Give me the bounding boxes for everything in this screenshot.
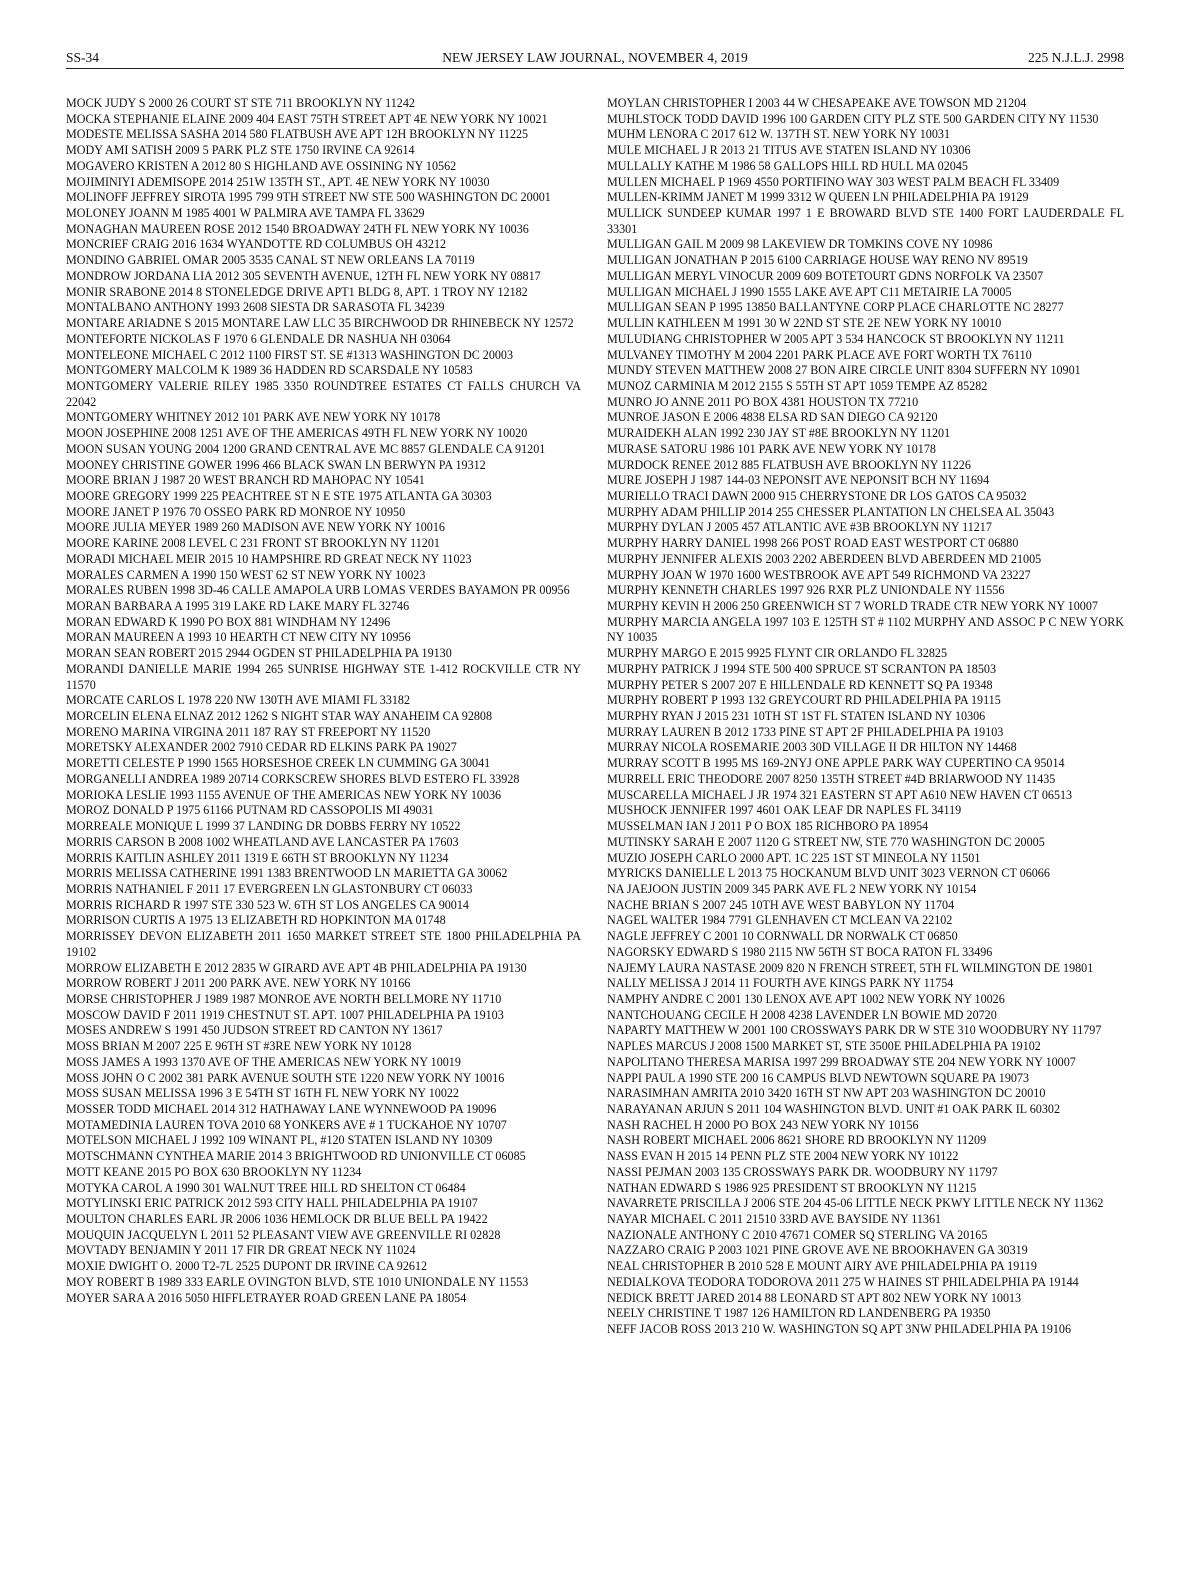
attorney-entry: MOROZ DONALD P 1975 61166 PUTNAM RD CASSOPOLIS MI 49031 xyxy=(66,803,434,818)
attorney-entry: MORROW ROBERT J 2011 200 PARK AVE. NEW YORK NY 10166 xyxy=(66,976,411,991)
citation: 225 N.J.L.J. 2998 xyxy=(1027,50,1124,65)
attorney-entry: NEFF JACOB ROSS 2013 210 W. WASHINGTON SQ APT 3NW PHILADELPHIA PA 19106 xyxy=(607,1322,1072,1337)
attorney-entry: MOULTON CHARLES EARL JR 2006 1036 HEMLOCK DR BLUE BELL PA 19422 xyxy=(66,1212,488,1227)
attorney-entry: NAGLE JEFFREY C 2001 10 CORNWALL DR NORWALK CT 06850 xyxy=(607,929,958,944)
attorney-entry: MONTGOMERY WHITNEY 2012 101 PARK AVE NEW YORK NY 10178 xyxy=(66,410,441,425)
attorney-entry: MULVANEY TIMOTHY M 2004 2201 PARK PLACE AVE FORT WORTH TX 76110 xyxy=(607,347,1032,362)
attorney-entry: NATHAN EDWARD S 1986 925 PRESIDENT ST BROOKLYN NY 11215 xyxy=(607,1180,977,1195)
attorney-entry: MORCATE CARLOS L 1978 220 NW 130TH AVE MIAMI FL 33182 xyxy=(66,693,411,708)
attorney-entry: MUZIO JOSEPH CARLO 2000 APT. 1C 225 1ST ST MINEOLA NY 11501 xyxy=(607,850,981,865)
attorney-entry: MORRIS NATHANIEL F 2011 17 EVERGREEN LN GLASTONBURY CT 06033 xyxy=(66,881,473,896)
attorney-entry: NANTCHOUANG CECILE H 2008 4238 LAVENDER LN BOWIE MD 20720 xyxy=(607,1007,997,1022)
attorney-entry: NAVARRETE PRISCILLA J 2006 STE 204 45-06 LITTLE NECK PKWY LITTLE NECK NY 11362 xyxy=(607,1196,1104,1211)
attorney-entry: NEAL CHRISTOPHER B 2010 528 E MOUNT AIRY AVE PHILADELPHIA PA 19119 xyxy=(607,1259,1037,1274)
attorney-entry: MONAGHAN MAUREEN ROSE 2012 1540 BROADWAY 24TH FL NEW YORK NY 10036 xyxy=(66,221,529,236)
attorney-entry: NAZIONALE ANTHONY C 2010 47671 COMER SQ STERLING VA 20165 xyxy=(607,1227,988,1242)
attorney-entry: MURRAY NICOLA ROSEMARIE 2003 30D VILLAGE II DR HILTON NY 14468 xyxy=(607,740,1017,755)
attorney-entry: MOLONEY JOANN M 1985 4001 W PALMIRA AVE TAMPA FL 33629 xyxy=(66,206,425,221)
attorney-entry: MULLALLY KATHE M 1986 58 GALLOPS HILL RD HULL MA 02045 xyxy=(607,158,968,173)
attorney-entry: MURAIDEKH ALAN 1992 230 JAY ST #8E BROOKLYN NY 11201 xyxy=(607,426,951,441)
attorney-entry: MURPHY KENNETH CHARLES 1997 926 RXR PLZ UNIONDALE NY 11556 xyxy=(607,583,1005,598)
attorney-entry: MOORE KARINE 2008 LEVEL C 231 FRONT ST BROOKLYN NY 11201 xyxy=(66,536,440,551)
attorney-entry: MOONEY CHRISTINE GOWER 1996 466 BLACK SWAN LN BERWYN PA 19312 xyxy=(66,457,486,472)
attorney-entry: MULLEN MICHAEL P 1969 4550 PORTIFINO WAY 303 WEST PALM BEACH FL 33409 xyxy=(607,174,1060,189)
attorney-entry: MOTYLINSKI ERIC PATRICK 2012 593 CITY HALL PHILADELPHIA PA 19107 xyxy=(66,1196,478,1211)
attorney-entry: MURPHY MARGO E 2015 9925 FLYNT CIR ORLANDO FL 32825 xyxy=(607,646,948,661)
attorney-entry: NARASIMHAN AMRITA 2010 3420 16TH ST NW APT 203 WASHINGTON DC 20010 xyxy=(607,1086,1046,1101)
attorney-entry: MORCELIN ELENA ELNAZ 2012 1262 S NIGHT STAR WAY ANAHEIM CA 92808 xyxy=(66,709,493,724)
attorney-entry: MONTGOMERY MALCOLM K 1989 36 HADDEN RD SCARSDALE NY 10583 xyxy=(66,363,473,378)
attorney-entry: NAMPHY ANDRE C 2001 130 LENOX AVE APT 1002 NEW YORK NY 10026 xyxy=(607,991,1005,1006)
attorney-entry: MORRIS MELISSA CATHERINE 1991 1383 BRENTWOOD LN MARIETTA GA 30062 xyxy=(66,866,508,881)
attorney-entry: MUHLSTOCK TODD DAVID 1996 100 GARDEN CITY PLZ STE 500 GARDEN CITY NY 11530 xyxy=(607,111,1099,126)
attorney-entry: MURDOCK RENEE 2012 885 FLATBUSH AVE BROOKLYN NY 11226 xyxy=(607,457,971,472)
attorney-entry: MORALES RUBEN 1998 3D-46 CALLE AMAPOLA URB LOMAS VERDES BAYAMON PR 00956 xyxy=(66,583,570,598)
attorney-entry: MULUDIANG CHRISTOPHER W 2005 APT 3 534 HANCOCK ST BROOKLYN NY 11211 xyxy=(607,331,1065,346)
attorney-entry: MURPHY RYAN J 2015 231 10TH ST 1ST FL STATEN ISLAND NY 10306 xyxy=(607,709,986,724)
attorney-entry: NACHE BRIAN S 2007 245 10TH AVE WEST BABYLON NY 11704 xyxy=(607,897,955,912)
attorney-entry: MUTINSKY SARAH E 2007 1120 G STREET NW, STE 770 WASHINGTON DC 20005 xyxy=(607,834,1045,849)
attorney-entry: MUNOZ CARMINIA M 2012 2155 S 55TH ST APT 1059 TEMPE AZ 85282 xyxy=(607,378,988,393)
attorney-entry: MOORE GREGORY 1999 225 PEACHTREE ST N E STE 1975 ATLANTA GA 30303 xyxy=(66,488,492,503)
attorney-entry: MULE MICHAEL J R 2013 21 TITUS AVE STATEN ISLAND NY 10306 xyxy=(607,143,971,158)
attorney-entry: MORALES CARMEN A 1990 150 WEST 62 ST NEW YORK NY 10023 xyxy=(66,567,426,582)
attorney-entry: MOYER SARA A 2016 5050 HIFFLETRAYER ROAD GREEN LANE PA 18054 xyxy=(66,1290,467,1305)
attorney-entry: MUSSELMAN IAN J 2011 P O BOX 185 RICHBORO PA 18954 xyxy=(607,819,929,834)
attorney-entry: NAZZARO CRAIG P 2003 1021 PINE GROVE AVE NE BROOKHAVEN GA 30319 xyxy=(607,1243,1028,1258)
attorney-entry: MONTGOMERY VALERIE RILEY 1985 3350 ROUNDTREE ESTATES CT FALLS CHURCH VA 22042 xyxy=(66,378,581,409)
attorney-entry: MOUQUIN JACQUELYN L 2011 52 PLEASANT VIEW AVE GREENVILLE RI 02828 xyxy=(66,1227,501,1242)
attorney-entry: MORAN EDWARD K 1990 PO BOX 881 WINDHAM NY 12496 xyxy=(66,614,391,629)
attorney-entry: MOSCOW DAVID F 2011 1919 CHESTNUT ST. APT. 1007 PHILADELPHIA PA 19103 xyxy=(66,1007,504,1022)
attorney-entry: MOON JOSEPHINE 2008 1251 AVE OF THE AMERICAS 49TH FL NEW YORK NY 10020 xyxy=(66,426,528,441)
attorney-entry: NAPLES MARCUS J 2008 1500 MARKET ST, STE 3500E PHILADELPHIA PA 19102 xyxy=(607,1039,1041,1054)
attorney-entry: MURE JOSEPH J 1987 144-03 NEPONSIT AVE NEPONSIT BCH NY 11694 xyxy=(607,473,990,488)
attorney-entry: MOGAVERO KRISTEN A 2012 80 S HIGHLAND AVE OSSINING NY 10562 xyxy=(66,158,457,173)
attorney-entry: MURPHY MARCIA ANGELA 1997 103 E 125TH ST # 1102 MURPHY AND ASSOC P C NEW YORK NY 10035 xyxy=(607,614,1124,645)
attorney-entry: MOORE JANET P 1976 70 OSSEO PARK RD MONROE NY 10950 xyxy=(66,504,406,519)
right-column xyxy=(607,96,1124,1338)
attorney-entry: MOSS BRIAN M 2007 225 E 96TH ST #3RE NEW YORK NY 10128 xyxy=(66,1039,412,1054)
attorney-entry: MORRIS RICHARD R 1997 STE 330 523 W. 6TH ST LOS ANGELES CA 90014 xyxy=(66,897,469,912)
attorney-entry: NASSI PEJMAN 2003 135 CROSSWAYS PARK DR. WOODBURY NY 11797 xyxy=(607,1164,998,1179)
attorney-entry: MORIOKA LESLIE 1993 1155 AVENUE OF THE AMERICAS NEW YORK NY 10036 xyxy=(66,787,502,802)
attorney-entry: MURPHY JENNIFER ALEXIS 2003 2202 ABERDEEN BLVD ABERDEEN MD 21005 xyxy=(607,551,1042,566)
attorney-entry: NEELY CHRISTINE T 1987 126 HAMILTON RD LANDENBERG PA 19350 xyxy=(607,1306,991,1321)
attorney-entry: MONCRIEF CRAIG 2016 1634 WYANDOTTE RD COLUMBUS OH 43212 xyxy=(66,237,447,252)
attorney-entry: MOTYKA CAROL A 1990 301 WALNUT TREE HILL RD SHELTON CT 06484 xyxy=(66,1180,466,1195)
attorney-entry: MOVTADY BENJAMIN Y 2011 17 FIR DR GREAT NECK NY 11024 xyxy=(66,1243,416,1258)
attorney-entry: MOORE BRIAN J 1987 20 WEST BRANCH RD MAHOPAC NY 10541 xyxy=(66,473,425,488)
attorney-entry: MURIELLO TRACI DAWN 2000 915 CHERRYSTONE DR LOS GATOS CA 95032 xyxy=(607,488,1027,503)
attorney-entry: MURASE SATORU 1986 101 PARK AVE NEW YORK NY 10178 xyxy=(607,441,936,456)
attorney-entry: MORAN SEAN ROBERT 2015 2944 OGDEN ST PHILADELPHIA PA 19130 xyxy=(66,646,452,661)
attorney-entry: NEDIALKOVA TEODORA TODOROVA 2011 275 W HAINES ST PHILADELPHIA PA 19144 xyxy=(607,1274,1079,1289)
attorney-entry: MOSES ANDREW S 1991 450 JUDSON STREET RD CANTON NY 13617 xyxy=(66,1023,443,1038)
attorney-entry: MUSCARELLA MICHAEL J JR 1974 321 EASTERN ST APT A610 NEW HAVEN CT 06513 xyxy=(607,787,1073,802)
attorney-entry: MURPHY KEVIN H 2006 250 GREENWICH ST 7 WORLD TRADE CTR NEW YORK NY 10007 xyxy=(607,599,1098,613)
attorney-entry: MULLICK SUNDEEP KUMAR 1997 1 E BROWARD BLVD STE 1400 FORT LAUDERDALE FL 33301 xyxy=(607,206,1124,236)
attorney-entry: MOCKA STEPHANIE ELAINE 2009 404 EAST 75TH STREET APT 4E NEW YORK NY 10021 xyxy=(66,111,548,126)
attorney-entry: MORAN BARBARA A 1995 319 LAKE RD LAKE MARY FL 32746 xyxy=(66,599,410,613)
attorney-entry: MONDINO GABRIEL OMAR 2005 3535 CANAL ST NEW ORLEANS LA 70119 xyxy=(66,253,475,268)
attorney-entry: NASH ROBERT MICHAEL 2006 8621 SHORE RD BROOKLYN NY 11209 xyxy=(607,1133,987,1148)
attorney-entry: MODY AMI SATISH 2009 5 PARK PLZ STE 1750 IRVINE CA 92614 xyxy=(66,143,415,158)
attorney-entry: MORENO MARINA VIRGINA 2011 187 RAY ST FREEPORT NY 11520 xyxy=(66,724,431,739)
attorney-entry: MURPHY PETER S 2007 207 E HILLENDALE RD KENNETT SQ PA 19348 xyxy=(607,677,993,692)
attorney-entry: NAPPI PAUL A 1990 STE 200 16 CAMPUS BLVD NEWTOWN SQUARE PA 19073 xyxy=(607,1070,1030,1085)
attorney-entry: NAJEMY LAURA NASTASE 2009 820 N FRENCH STREET, 5TH FL WILMINGTON DE 19801 xyxy=(607,960,1094,975)
attorney-entry: NASS EVAN H 2015 14 PENN PLZ STE 2004 NEW YORK NY 10122 xyxy=(607,1149,959,1164)
attorney-entry: MORANDI DANIELLE MARIE 1994 265 SUNRISE HIGHWAY STE 1-412 ROCKVILLE CTR NY 11570 xyxy=(66,661,581,692)
attorney-entry: MORRISON CURTIS A 1975 13 ELIZABETH RD HOPKINTON MA 01748 xyxy=(66,913,446,928)
attorney-entry: MUHM LENORA C 2017 612 W. 137TH ST. NEW YORK NY 10031 xyxy=(607,127,950,142)
attorney-entry: NA JAEJOON JUSTIN 2009 345 PARK AVE FL 2 NEW YORK NY 10154 xyxy=(607,881,977,896)
attorney-entry: NALLY MELISSA J 2014 11 FOURTH AVE KINGS PARK NY 11754 xyxy=(607,976,954,991)
attorney-entry: MORRIS CARSON B 2008 1002 WHEATLAND AVE LANCASTER PA 17603 xyxy=(66,834,459,849)
attorney-entry: MORREALE MONIQUE L 1999 37 LANDING DR DOBBS FERRY NY 10522 xyxy=(66,819,461,834)
attorney-entry: MODESTE MELISSA SASHA 2014 580 FLATBUSH AVE APT 12H BROOKLYN NY 11225 xyxy=(66,127,529,142)
attorney-entry: MONTEFORTE NICKOLAS F 1970 6 GLENDALE DR NASHUA NH 03064 xyxy=(66,331,451,346)
attorney-entry: MOLINOFF JEFFREY SIROTA 1995 799 9TH STREET NW STE 500 WASHINGTON DC 20001 xyxy=(66,190,551,205)
attorney-entry: MORROW ELIZABETH E 2012 2835 W GIRARD AVE APT 4B PHILADELPHIA PA 19130 xyxy=(66,960,527,975)
page-code: SS-34 xyxy=(66,50,100,65)
attorney-entry: MULLIGAN GAIL M 2009 98 LAKEVIEW DR TOMKINS COVE NY 10986 xyxy=(607,237,993,252)
attorney-entry: MOTSCHMANN CYNTHEA MARIE 2014 3 BRIGHTWOOD RD UNIONVILLE CT 06085 xyxy=(66,1149,526,1164)
attorney-entry: MOXIE DWIGHT O. 2000 T2-7L 2525 DUPONT DR IRVINE CA 92612 xyxy=(66,1259,428,1274)
attorney-entry: MURPHY JOAN W 1970 1600 WESTBROOK AVE APT 549 RICHMOND VA 23227 xyxy=(607,567,1031,582)
attorney-entry: MOORE JULIA MEYER 1989 260 MADISON AVE NEW YORK NY 10016 xyxy=(66,520,445,535)
attorney-entry: MURPHY PATRICK J 1994 STE 500 400 SPRUCE ST SCRANTON PA 18503 xyxy=(607,661,996,676)
attorney-entry: MUNRO JO ANNE 2011 PO BOX 4381 HOUSTON TX 77210 xyxy=(607,394,919,409)
attorney-entry: MOSS JOHN O C 2002 381 PARK AVENUE SOUTH STE 1220 NEW YORK NY 10016 xyxy=(66,1070,505,1085)
attorney-entry: MOTT KEANE 2015 PO BOX 630 BROOKLYN NY 11234 xyxy=(66,1164,362,1179)
attorney-entry: MORAN MAUREEN A 1993 10 HEARTH CT NEW CITY NY 10956 xyxy=(66,630,411,645)
attorney-entry: MONTARE ARIADNE S 2015 MONTARE LAW LLC 35 BIRCHWOOD DR RHINEBECK NY 12572 xyxy=(66,316,574,331)
attorney-entry: MURPHY DYLAN J 2005 457 ATLANTIC AVE #3B BROOKLYN NY 11217 xyxy=(607,520,992,535)
attorney-entry: MORETSKY ALEXANDER 2002 7910 CEDAR RD ELKINS PARK PA 19027 xyxy=(66,740,457,755)
attorney-entry: MUNDY STEVEN MATTHEW 2008 27 BON AIRE CIRCLE UNIT 8304 SUFFERN NY 10901 xyxy=(607,363,1081,378)
attorney-entry: MULLIGAN MERYL VINOCUR 2009 609 BOTETOURT GDNS NORFOLK VA 23507 xyxy=(607,268,1044,283)
attorney-entry: MULLIGAN JONATHAN P 2015 6100 CARRIAGE HOUSE WAY RENO NV 89519 xyxy=(607,253,1028,268)
attorney-entry: NEDICK BRETT JARED 2014 88 LEONARD ST APT 802 NEW YORK NY 10013 xyxy=(607,1290,1022,1305)
attorney-entry: MURPHY ADAM PHILLIP 2014 255 CHESSER PLANTATION LN CHELSEA AL 35043 xyxy=(607,504,1055,519)
attorney-entry: MULLEN-KRIMM JANET M 1999 3312 W QUEEN LN PHILADELPHIA PA 19129 xyxy=(607,190,1029,205)
attorney-entry: MOCK JUDY S 2000 26 COURT ST STE 711 BROOKLYN NY 11242 xyxy=(66,96,415,110)
attorney-entry: MORSE CHRISTOPHER J 1989 1987 MONROE AVE NORTH BELLMORE NY 11710 xyxy=(66,991,502,1006)
attorney-entry: MURPHY HARRY DANIEL 1998 266 POST ROAD EAST WESTPORT CT 06880 xyxy=(607,536,1019,551)
attorney-entry: MORRIS KAITLIN ASHLEY 2011 1319 E 66TH ST BROOKLYN NY 11234 xyxy=(66,850,449,865)
attorney-entry: MOY ROBERT B 1989 333 EARLE OVINGTON BLVD, STE 1010 UNIONDALE NY 11553 xyxy=(66,1274,529,1289)
attorney-entry: MULLIGAN MICHAEL J 1990 1555 LAKE AVE APT C11 METAIRIE LA 70005 xyxy=(607,284,1012,299)
attorney-entry: MOJIMINIYI ADEMISOPE 2014 251W 135TH ST., APT. 4E NEW YORK NY 10030 xyxy=(66,174,490,189)
attorney-entry: NAGEL WALTER 1984 7791 GLENHAVEN CT MCLEAN VA 22102 xyxy=(607,913,953,928)
attorney-entry: MORADI MICHAEL MEIR 2015 10 HAMPSHIRE RD GREAT NECK NY 11023 xyxy=(66,551,472,566)
attorney-entry: MULLIN KATHLEEN M 1991 30 W 22ND ST STE 2E NEW YORK NY 10010 xyxy=(607,316,1002,331)
attorney-entry: MORGANELLI ANDREA 1989 20714 CORKSCREW SHORES BLVD ESTERO FL 33928 xyxy=(66,771,520,786)
attorney-entry: MULLIGAN SEAN P 1995 13850 BALLANTYNE CORP PLACE CHARLOTTE NC 28277 xyxy=(607,300,1064,315)
attorney-entry: MURPHY ROBERT P 1993 132 GREYCOURT RD PHILADELPHIA PA 19115 xyxy=(607,693,1001,708)
attorney-entry: MONIR SRABONE 2014 8 STONELEDGE DRIVE APT1 BLDG 8, APT. 1 TROY NY 12182 xyxy=(66,284,528,299)
attorney-entry: NAPARTY MATTHEW W 2001 100 CROSSWAYS PARK DR W STE 310 WOODBURY NY 11797 xyxy=(607,1023,1102,1038)
attorney-entry: MOYLAN CHRISTOPHER I 2003 44 W CHESAPEAKE AVE TOWSON MD 21204 xyxy=(607,96,1027,110)
attorney-entry: MURRAY LAUREN B 2012 1733 PINE ST APT 2F PHILADELPHIA PA 19103 xyxy=(607,724,1004,739)
attorney-entry: MOSSER TODD MICHAEL 2014 312 HATHAWAY LANE WYNNEWOOD PA 19096 xyxy=(66,1102,497,1116)
attorney-entry: MUNROE JASON E 2006 4838 ELSA RD SAN DIEGO CA 92120 xyxy=(607,410,938,425)
attorney-entry: MOSS SUSAN MELISSA 1996 3 E 54TH ST 16TH FL NEW YORK NY 10022 xyxy=(66,1086,459,1101)
attorney-entry: MOSS JAMES A 1993 1370 AVE OF THE AMERICAS NEW YORK NY 10019 xyxy=(66,1054,461,1069)
attorney-entry: NARAYANAN ARJUN S 2011 104 WASHINGTON BLVD. UNIT #1 OAK PARK IL 60302 xyxy=(607,1102,1060,1116)
attorney-entry: MONDROW JORDANA LIA 2012 305 SEVENTH AVENUE, 12TH FL NEW YORK NY 08817 xyxy=(66,268,541,283)
left-column xyxy=(66,96,581,1306)
attorney-entry: MONTELEONE MICHAEL C 2012 1100 FIRST ST. SE #1313 WASHINGTON DC 20003 xyxy=(66,347,514,362)
attorney-entry: MOTELSON MICHAEL J 1992 109 WINANT PL, #120 STATEN ISLAND NY 10309 xyxy=(66,1133,493,1148)
attorney-entry: MUSHOCK JENNIFER 1997 4601 OAK LEAF DR NAPLES FL 34119 xyxy=(607,803,962,818)
attorney-entry: NAGORSKY EDWARD S 1980 2115 NW 56TH ST BOCA RATON FL 33496 xyxy=(607,944,993,959)
attorney-entry: MORRISSEY DEVON ELIZABETH 2011 1650 MARKET STREET STE 1800 PHILADELPHIA PA 19102 xyxy=(66,929,581,959)
attorney-entry: MONTALBANO ANTHONY 1993 2608 SIESTA DR SARASOTA FL 34239 xyxy=(66,300,445,315)
attorney-entry: NAYAR MICHAEL C 2011 21510 33RD AVE BAYSIDE NY 11361 xyxy=(607,1212,942,1227)
attorney-entry: NASH RACHEL H 2000 PO BOX 243 NEW YORK NY 10156 xyxy=(607,1117,919,1132)
page-header xyxy=(66,50,1124,69)
attorney-entry: MOTAMEDINIA LAUREN TOVA 2010 68 YONKERS AVE # 1 TUCKAHOE NY 10707 xyxy=(66,1117,507,1132)
attorney-entry: MYRICKS DANIELLE L 2013 75 HOCKANUM BLVD UNIT 3023 VERNON CT 06066 xyxy=(607,866,1050,881)
attorney-entry: MORETTI CELESTE P 1990 1565 HORSESHOE CREEK LN CUMMING GA 30041 xyxy=(66,756,491,771)
attorney-entry: NAPOLITANO THERESA MARISA 1997 299 BROADWAY STE 204 NEW YORK NY 10007 xyxy=(607,1054,1076,1069)
attorney-entry: MURRELL ERIC THEODORE 2007 8250 135TH STREET #4D BRIARWOOD NY 11435 xyxy=(607,771,1056,786)
publication-title: NEW JERSEY LAW JOURNAL, NOVEMBER 4, 2019 xyxy=(442,50,748,65)
attorney-entry: MOON SUSAN YOUNG 2004 1200 GRAND CENTRAL AVE MC 8857 GLENDALE CA 91201 xyxy=(66,441,546,456)
attorney-entry: MURRAY SCOTT B 1995 MS 169-2NYJ ONE APPLE PARK WAY CUPERTINO CA 95014 xyxy=(607,756,1065,771)
